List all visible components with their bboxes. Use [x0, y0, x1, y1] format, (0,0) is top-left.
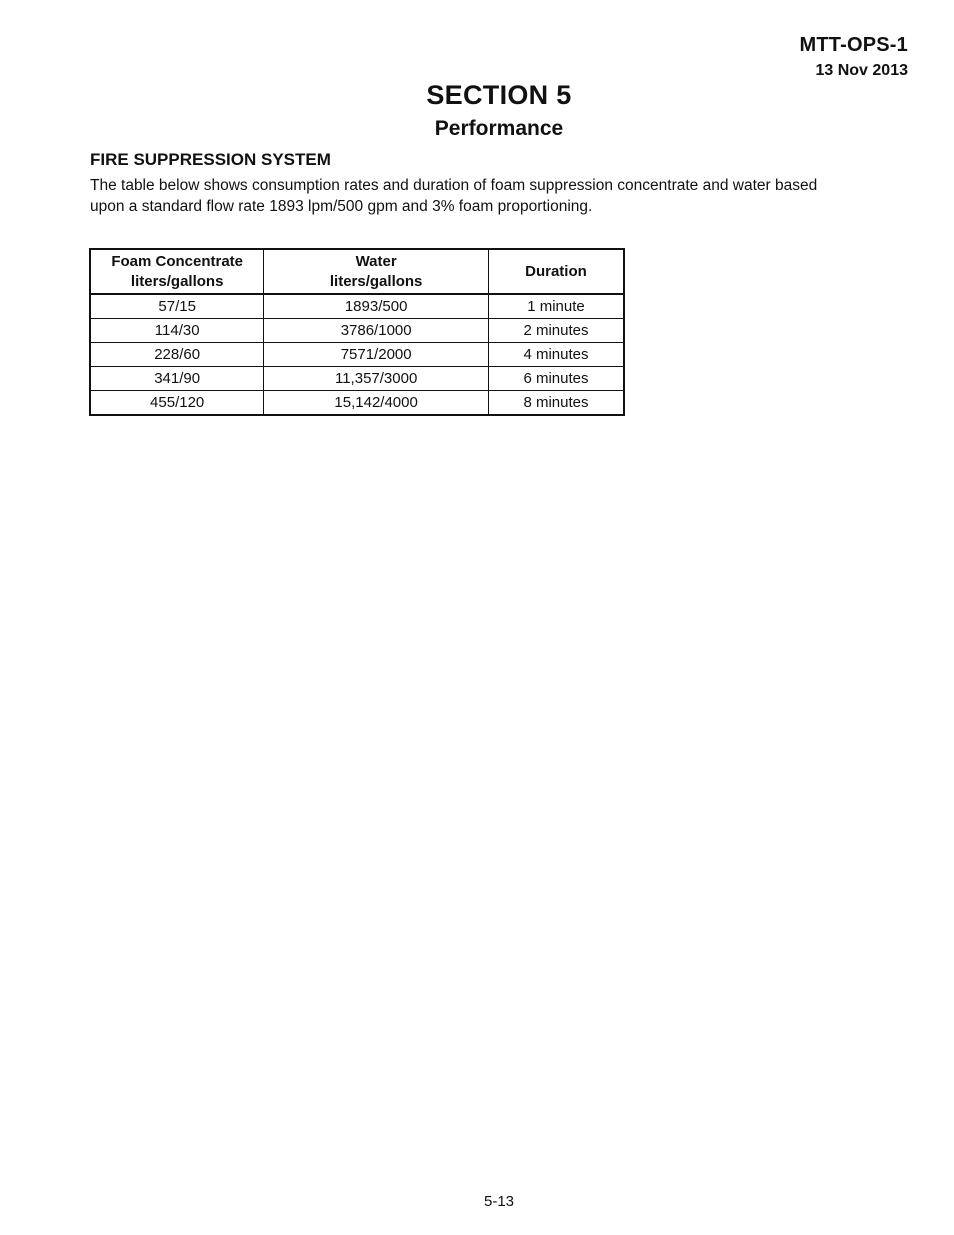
cell-duration: 2 minutes: [488, 319, 624, 343]
table-header-row: [90, 249, 624, 294]
cell-foam: 341/90: [90, 367, 264, 391]
table-row: [90, 319, 624, 343]
column-header-water: [264, 249, 489, 294]
section-title: SECTION 5: [426, 80, 572, 110]
cell-water: 15,142/4000: [264, 391, 489, 416]
column-header-water-line2: liters/gallons: [329, 272, 423, 290]
cell-water: 1893/500: [264, 294, 489, 319]
cell-foam: 228/60: [90, 343, 264, 367]
cell-duration: 4 minutes: [488, 343, 624, 367]
cell-water: 7571/2000: [264, 343, 489, 367]
cell-duration: 6 minutes: [488, 367, 624, 391]
column-header-duration-label: Duration: [525, 262, 587, 280]
cell-duration: 8 minutes: [488, 391, 624, 416]
subsection-heading: FIRE SUPPRESSION SYSTEM: [90, 150, 331, 169]
document-date: 13 Nov 2013: [815, 62, 908, 79]
table-row: [90, 391, 624, 416]
cell-water: 3786/1000: [264, 319, 489, 343]
table-row: [90, 367, 624, 391]
consumption-table: [89, 248, 625, 416]
cell-water: 11,357/3000: [264, 367, 489, 391]
intro-paragraph: [90, 175, 890, 217]
column-header-foam: [90, 249, 264, 294]
cell-foam: 455/120: [90, 391, 264, 416]
cell-duration: 1 minute: [488, 294, 624, 319]
table-row: [90, 294, 624, 319]
intro-line-2: upon a standard flow rate 1893 lpm/500 gpm and 3% foam proportioning.: [90, 198, 593, 215]
section-subtitle: Performance: [434, 117, 564, 140]
cell-foam: 57/15: [90, 294, 264, 319]
column-header-foam-line1: Foam Concentrate: [111, 252, 244, 270]
document-id: MTT-OPS-1: [799, 34, 908, 56]
column-header-duration: [488, 249, 624, 294]
column-header-foam-line2: liters/gallons: [130, 272, 224, 290]
cell-foam: 114/30: [90, 319, 264, 343]
page-number: 5-13: [483, 1193, 515, 1210]
intro-line-1: The table below shows consumption rates and duration of foam suppression concentrate and water based: [90, 177, 818, 194]
table-row: [90, 343, 624, 367]
column-header-water-line1: Water: [355, 252, 397, 270]
